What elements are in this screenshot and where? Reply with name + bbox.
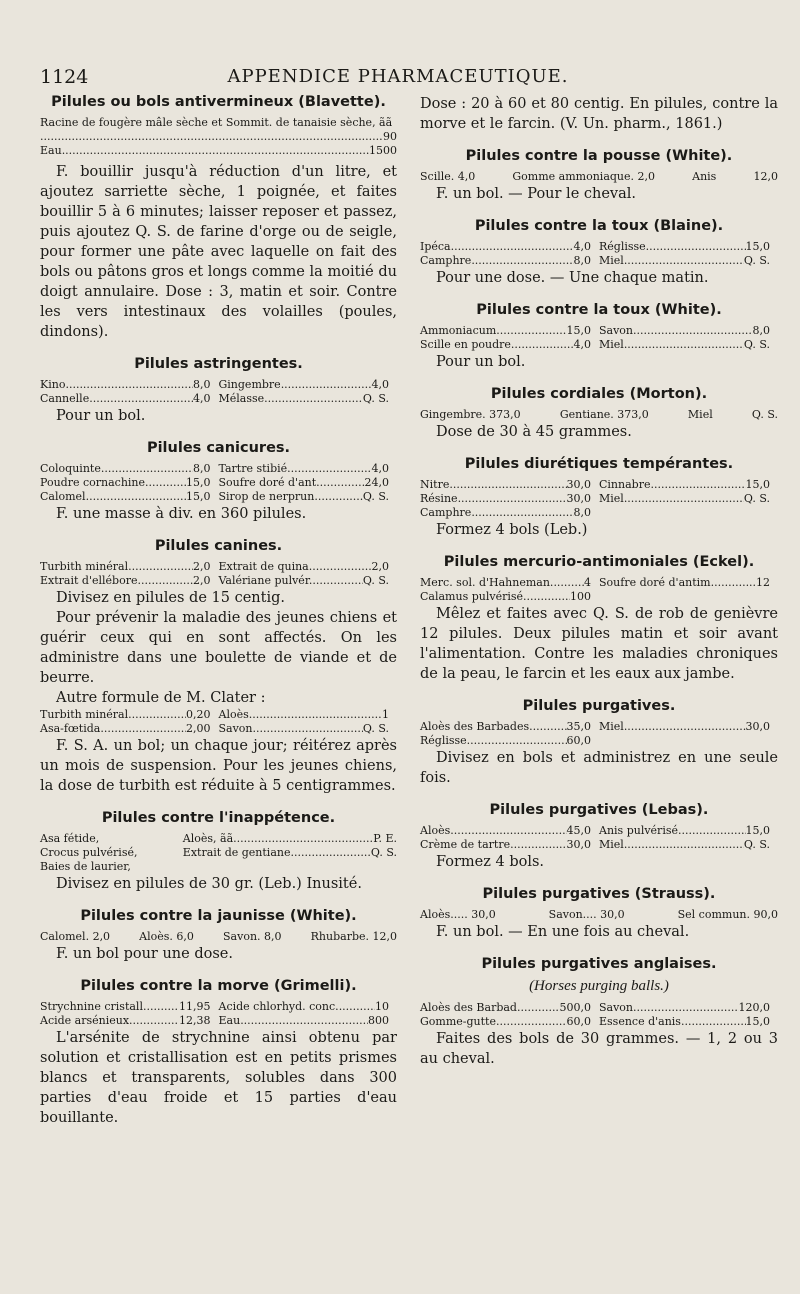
paragraph: Pour un bol. [436,354,526,370]
ingredient-quantity: 15,0 [566,324,591,337]
ingredient-row [40,462,397,476]
ingredient-name: Réglisse [599,240,646,253]
ingredient-quantity: Q. S. [362,392,389,405]
ingredient-row: ..... 90 [40,130,397,144]
ingredient-quantity: 15,0 [186,490,211,503]
section-title: Pilules contre la jaunisse (White). [80,908,357,924]
paragraph: Divisez en pilules de 15 centig. [56,590,285,606]
section-title: Pilules contre la pousse (White). [465,148,733,164]
ingredient-name: Gingembre [218,378,281,391]
ingredient-line: Gingembre. 373,0 Gentiane. 373,0 Miel Q. S. [420,408,778,421]
ingredient-quantity: 8,0 [193,378,211,391]
ingredient-row: Calamus pulvérisé ..... 100 [420,590,778,604]
ingredient-name: Cinnabre [599,478,651,491]
paragraph: Formez 4 bols. [436,854,545,870]
section-title: Pilules astringentes. [134,356,303,372]
ingredient-quantity: 4,0 [193,392,211,405]
ingredient-row [40,378,397,392]
ingredient-quantity: 15,0 [745,1015,770,1028]
ingredient-name: Résine [420,492,458,505]
ingredient-name: Sirop de nerprun [218,490,315,503]
ingredient-name: Extrait de quina [218,560,309,573]
section-title: Pilules purgatives (Strauss). [482,886,716,902]
ingredient-quantity: 45,0 [566,824,591,837]
ingredient-quantity: 2,00 [186,722,211,735]
ingredient-quantity: 30,0 [566,838,591,851]
ingredient-name: Calomel [40,490,86,503]
ingredient-name: Anis pulvérisé [599,824,678,837]
ingredient-table [420,1001,778,1029]
ingredient-name: Valériane pulvér. [218,574,313,587]
ingredient-name: Merc. sol. d'Hahneman. [420,576,554,589]
ingredient-quantity: Q. S. [743,838,770,851]
paragraph: Divisez en bols et administrez en une seule fois. [420,750,778,786]
ingredient-name: Turbith minéral [40,708,129,721]
ingredient-quantity: 8,0 [193,462,211,475]
section-title: Pilules contre l'inappétence. [101,810,336,826]
ingredient-quantity: 30,0 [566,492,591,505]
section-title: Pilules contre la morve (Grimelli). [80,978,357,994]
section-title: Pilules contre la toux (Blaine). [474,218,724,234]
paragraph: Pour une dose. — Une chaque matin. [436,270,709,286]
section-title: Pilules purgatives anglaises. [481,956,717,972]
page-header [40,58,756,94]
ingredient-name: Acide arsénieux [40,1014,130,1027]
running-title: APPENDICE PHARMACEUTIQUE. [227,66,569,87]
ingredient: Asa fétide, [40,832,100,845]
paragraph: Mêlez et faites avec Q. S. de rob de genièvre 12 pilules. Deux pilules matin et soir avant l'alimentation. Contre les maladies chroniques de la peau, le farcin et les eaux aux jambe. [420,606,778,682]
ingredient-row [420,1015,778,1029]
paragraph: F. un bol pour une dose. [56,946,233,962]
section-title: Pilules purgatives (Lebas). [489,802,709,818]
section-title: Pilules canines. [154,538,283,554]
ingredient-quantity: 120,0 [738,1001,770,1014]
paragraph: Autre formule de M. Clater : [56,690,266,706]
ingredient-table [420,240,778,268]
ingredient-name: Aloès [420,824,451,837]
ingredient-quantity: Q. S. [362,574,389,587]
ingredient-row [40,560,397,574]
ingredient-name: Scille en poudre [420,338,511,351]
ingredient-name: Mélasse [218,392,265,405]
ingredient-quantity: 800 [368,1014,389,1027]
ingredient-name: Poudre cornachine [40,476,146,489]
section-title: Pilules diurétiques tempérantes. [464,456,734,472]
ingredient-row [420,824,778,838]
ingredient-row [420,1001,778,1015]
ingredient-name: Asa-fœtida [40,722,101,735]
ingredient-table [420,824,778,852]
ingredient-name: Savon [218,722,253,735]
ingredient: Baies de laurier, [40,860,131,873]
ingredient-row: Racine de fougère mâle sèche et Sommit. de tanaisie sèche, ãã [40,116,393,129]
ingredient-table [420,576,778,590]
ingredient-row [40,722,397,736]
ingredient-row [40,1000,397,1014]
paragraph: Faites des bols de 30 grammes. — 1, 2 ou 3 au cheval. [420,1031,778,1067]
ingredient-row [420,576,778,590]
ingredient-quantity: 0,20 [186,708,211,721]
ingredient-quantity: 4 [584,576,591,589]
paragraph: Pour un bol. [56,408,146,424]
ingredient-name: Coloquinte [40,462,101,475]
paragraph: F. bouillir jusqu'à réduction d'un litre, et ajoutez sarriette sèche, 1 poignée, et faites bouillir 5 à 6 minutes; laisser reposer et passez, puis ajoutez Q. S. de farine d'orge ou de seigle, pour former une pâte avec laquelle on fait des bols ou pâtons gros et longs comme la moitié du doigt annulaire. Dose : 3, matin et soir. Contre les vers intestinaux des volailles (poules, dindons). [40,164,397,340]
left-column [40,94,397,1128]
ingredient-row [40,1014,397,1028]
ingredient-quantity: Q. S. [743,338,770,351]
ingredient-name: Miel [599,338,624,351]
ingredient-row [420,338,778,352]
ingredient-name: Extrait d'ellébore [40,574,138,587]
ingredient-quantity: 30,0 [745,720,770,733]
ingredient-table [420,720,778,734]
paragraph: Formez 4 bols (Leb.) [436,522,588,538]
ingredient-quantity: 60,0 [566,1015,591,1028]
ingredient-row: Camphre ..... 8,0 [420,506,778,520]
ingredient-quantity: 500,0 [559,1001,591,1014]
paragraph: Dose : 20 à 60 et 80 centig. En pilules, contre la morve et le farcin. (V. Un. pharm., 1861.) [420,96,778,132]
ingredient-name: Gomme-gutte [420,1015,496,1028]
ingredient-row [420,324,778,338]
ingredient-line: Scille. 4,0 Gomme ammoniaque. 2,0 Anis 12,0 [420,170,778,183]
ingredient-name: Aloès [218,708,249,721]
ingredient-table [420,478,778,506]
paragraph: F. un bol. — Pour le cheval. [436,186,637,202]
ingredient-quantity: 30,0 [566,478,591,491]
ingredient-row [40,392,397,406]
ingredient-name: Eau [218,1014,241,1027]
ingredient-quantity: 15,0 [186,476,211,489]
ingredient-name: Tartre stibié [218,462,288,475]
ingredient-name: Crème de tartre [420,838,511,851]
ingredient-quantity: 15,0 [745,240,770,253]
ingredient-quantity: 15,0 [745,824,770,837]
ingredient-row [420,254,778,268]
ingredient-quantity: 8,0 [752,324,770,337]
ingredient-name: Aloès des Barbad. [420,1001,521,1014]
section-title: Pilules mercurio-antimoniales (Eckel). [443,554,755,570]
ingredient-quantity: Q. S. [743,492,770,505]
ingredient-row: Eau ..... 1500 [40,144,397,158]
paragraph: Divisez en pilules de 30 gr. (Leb.) Inusité. [56,876,362,892]
ingredient-table [40,378,397,406]
ingredient-quantity: 24,0 [364,476,389,489]
ingredient-name: Savon [599,1001,634,1014]
ingredient-row [420,478,778,492]
ingredient: Crocus pulvérisé, [40,846,138,859]
ingredient-name: Strychnine cristall. [40,1000,147,1013]
ingredient-name: Soufre doré d'ant. [218,476,320,489]
ingredient-quantity: 2,0 [193,574,211,587]
section-title: Pilules ou bols antivermineux (Blavette). [51,94,386,110]
ingredient-row [40,708,397,722]
paragraph: F. S. A. un bol; un chaque jour; réitérez après un mois de suspension. Pour les jeunes chiens, la dose de turbith est réduite à 5 centigrammes. [40,738,397,794]
ingredient-quantity: 4,0 [371,378,389,391]
paragraph: Dose de 30 à 45 grammes. [436,424,632,440]
ingredient-name: Miel [599,492,624,505]
ingredient-quantity: 35,0 [566,720,591,733]
ingredient-quantity: 12,38 [179,1014,211,1027]
ingredient-row [40,490,397,504]
ingredient-table [40,1000,397,1028]
ingredient-quantity: Q. S. [362,490,389,503]
ingredient-quantity: 12 [756,576,770,589]
section-title: Pilules cordiales (Morton). [490,386,708,402]
ingredient-quantity: 8,0 [573,254,591,267]
ingredient-block: Asa fétide, Crocus pulvérisé, Baies de laurier, Aloès, ãã ..... P. E. Extrait de gentiane ..... Q. S. [40,832,397,874]
right-column [420,94,778,1069]
ingredient-line: Calomel. 2,0 Aloès. 6,0 Savon. 8,0 Rhubarbe. 12,0 [40,930,397,943]
ingredient-quantity: 4,0 [573,338,591,351]
ingredient-name: Cannelle [40,392,90,405]
ingredient-table [420,324,778,352]
section-subtitle: (Horses purging balls.) [529,978,669,994]
paragraph: Pour prévenir la maladie des jeunes chiens et guérir ceux qui en sont affectés. On les administre dans une boulette de viande et de beurre. [40,610,397,686]
ingredient-name: Essence d'anis [599,1015,681,1028]
ingredient-row [420,240,778,254]
ingredient-quantity: 1 [382,708,389,721]
ingredient-name: Ipéca [420,240,451,253]
section-title: Pilules canicures. [146,440,291,456]
ingredient-quantity: Q. S. [743,254,770,267]
ingredient-name: Ammoniacum [420,324,497,337]
ingredient-quantity: Q. S. [362,722,389,735]
ingredient-name: Acide chlorhyd. conc. [218,1000,339,1013]
ingredient-row: Réglisse ..... 60,0 [420,734,778,748]
paragraph: L'arsénite de strychnine ainsi obtenu par solution et cristallisation est en petits prismes blancs et transparents, solubles dans 300 parties d'eau froide et 15 parties d'eau bouillante. [40,1030,397,1126]
ingredient-name: Aloès des Barbades [420,720,530,733]
paragraph: F. un bol. — En une fois au cheval. [436,924,690,940]
section-title: Pilules purgatives. [522,698,676,714]
ingredient-table [40,462,397,504]
ingredient-name: Savon [599,324,634,337]
ingredient-row [40,574,397,588]
ingredient-line: Aloès..... 30,0 Savon.... 30,0 Sel commun. 90,0 [420,908,778,921]
ingredient-row [40,476,397,490]
ingredient-name: Miel [599,720,624,733]
ingredient-row [420,838,778,852]
ingredient-quantity: 4,0 [371,462,389,475]
ingredient-name: Turbith minéral [40,560,129,573]
ingredient-name: Nitre [420,478,450,491]
ingredient-quantity: 10 [375,1000,389,1013]
paragraph: F. une masse à div. en 360 pilules. [56,506,307,522]
ingredient-quantity: 11,95 [179,1000,211,1013]
section-title: Pilules contre la toux (White). [476,302,722,318]
ingredient-quantity: 15,0 [745,478,770,491]
ingredient-row [420,492,778,506]
ingredient-name: Soufre doré d'antim. [599,576,715,589]
ingredient-name: Kino [40,378,66,391]
ingredient-quantity: 2,0 [193,560,211,573]
ingredient-quantity: 2,0 [371,560,389,573]
ingredient-name: Miel [599,254,624,267]
ingredient-quantity: 4,0 [573,240,591,253]
ingredient-name: Camphre [420,254,472,267]
ingredient-name: Miel [599,838,624,851]
page-number: 1124 [40,66,89,88]
ingredient-table [40,560,397,588]
ingredient-table [40,708,397,736]
ingredient-row [420,720,778,734]
